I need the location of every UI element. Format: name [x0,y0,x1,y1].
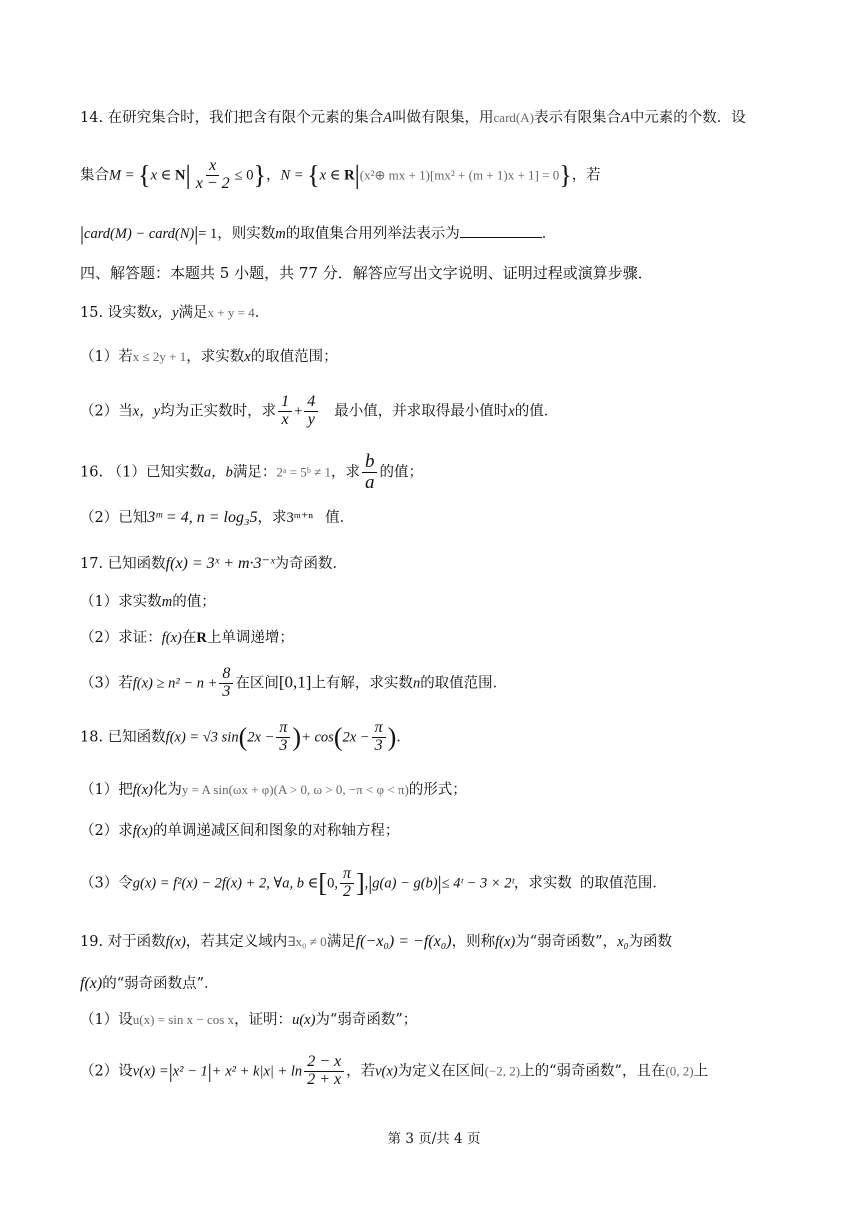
q15-stem: 15. 设实数x，y满足x + y = 4． [80,305,270,321]
fraction: $\frac{x}{x - 2}$ [195,157,230,192]
q16-part1: 16. （1）已知实数a，b满足：2ᵃ = 5ᵇ ≠ 1，求 $\frac{b}{a}$ 的值； [80,451,423,493]
q15-part1: （1）若x ≤ 2y + 1，求实数x的取值范围； [80,349,338,365]
fraction: $\frac{4}{y}$ [304,394,318,429]
q18-part1: （1）把f(x)化为y = A sin(ωx + φ)(A > 0, ω > 0, −π < φ < π)的形式； [80,782,467,798]
answer-blank[interactable] [460,223,542,238]
q14-line2: 集合M = {x ∈ N| $\frac{x}{x - 2}$ ≤ 0}，N = {x ∈ R|(x²⊕ mx + 1)[mx² + (m + 1)x + 1] = 0}，若 [80,157,601,192]
q16-part2: （2）已知3ᵐ = 4, n = log₃5，求3ᵐ⁺ⁿ 值． [80,509,355,526]
q17-stem: 17. 已知函数f(x) = 3ˣ + m·3⁻ˣ为奇函数． [80,555,347,572]
q18-part2: （2）求f(x)的单调递减区间和图象的对称轴方程； [80,823,400,839]
q15-part2: （2）当x，y均为正实数时，求 $\frac{1}{x}$ + $\frac{4}{y}$ 最小值，并求取得最小值时x的值． [80,393,559,428]
q19-part2: （2）设v(x) =|x² − 1|+ x² + k|x| + ln $\frac{2 - x}{2 + x}$ ，若v(x)为定义在区间(−2, 2)上的“弱奇函数”，且在(0, 2)上 [80,1053,709,1088]
q18-part3: （3）令g(x) = f²(x) − 2f(x) + 2, ∀a, b ∈[0, $\frac{\pi}{2}$ ],|g(a) − g(b)|≤ 4ᵗ − 3 × 2ᵗ，求实数 的取值范围． [80,865,667,900]
section-heading: 四、解答题：本题共 5 小题，共 77 分．解答应写出文字说明、证明过程或演算步骤． [80,264,653,282]
q17-part1: （1）求实数m的值； [80,594,216,610]
q19-part1: （1）设u(x) = sin x − cos x，证明：u(x)为“弱奇函数”； [80,1012,418,1028]
q18-stem: 18. 已知函数f(x) = √3 sin(2x − $\frac{\pi}{3}$ )+ cos(2x − $\frac{\pi}{3}$ )． [80,719,411,754]
fraction: $\frac{b}{a}$ [362,452,378,493]
fraction: $\frac{8}{3}$ [219,666,233,701]
q17-part3: （3）若f(x) ≥ n² − n + $\frac{8}{3}$ 在区间[0,1]上有解，求实数n的取值范围． [80,665,508,700]
q17-part2: （2）求证：f(x)在R上单调递增； [80,630,294,646]
q14-line1: 14. 在研究集合时，我们把含有限个元素的集合A叫做有限集，用card(A)表示有限集合A中元素的个数．设 [80,110,746,126]
fraction: $\frac{2 - x}{2 + x}$ [304,1054,344,1089]
q19-line2: f(x)的“弱奇函数点”． [80,975,219,992]
q14-line3: |card(M) − card(N)|= 1，则实数m的取值集合用列举法表示为 ． [80,223,557,245]
fraction: $\frac{\pi}{3}$ [372,720,386,755]
fraction: $\frac{1}{x}$ [278,394,292,429]
fraction: $\frac{\pi}{3}$ [276,720,290,755]
q19-stem: 19. 对于函数f(x)，若其定义域内∃x₀ ≠ 0满足f(−x₀) = −f(x₀)，则称f(x)为“弱奇函数”，x₀为函数 [80,933,673,950]
fraction: $\frac{\pi}{2}$ [340,866,354,901]
page-footer: 第 3 页/共 4 页 [387,1131,481,1147]
